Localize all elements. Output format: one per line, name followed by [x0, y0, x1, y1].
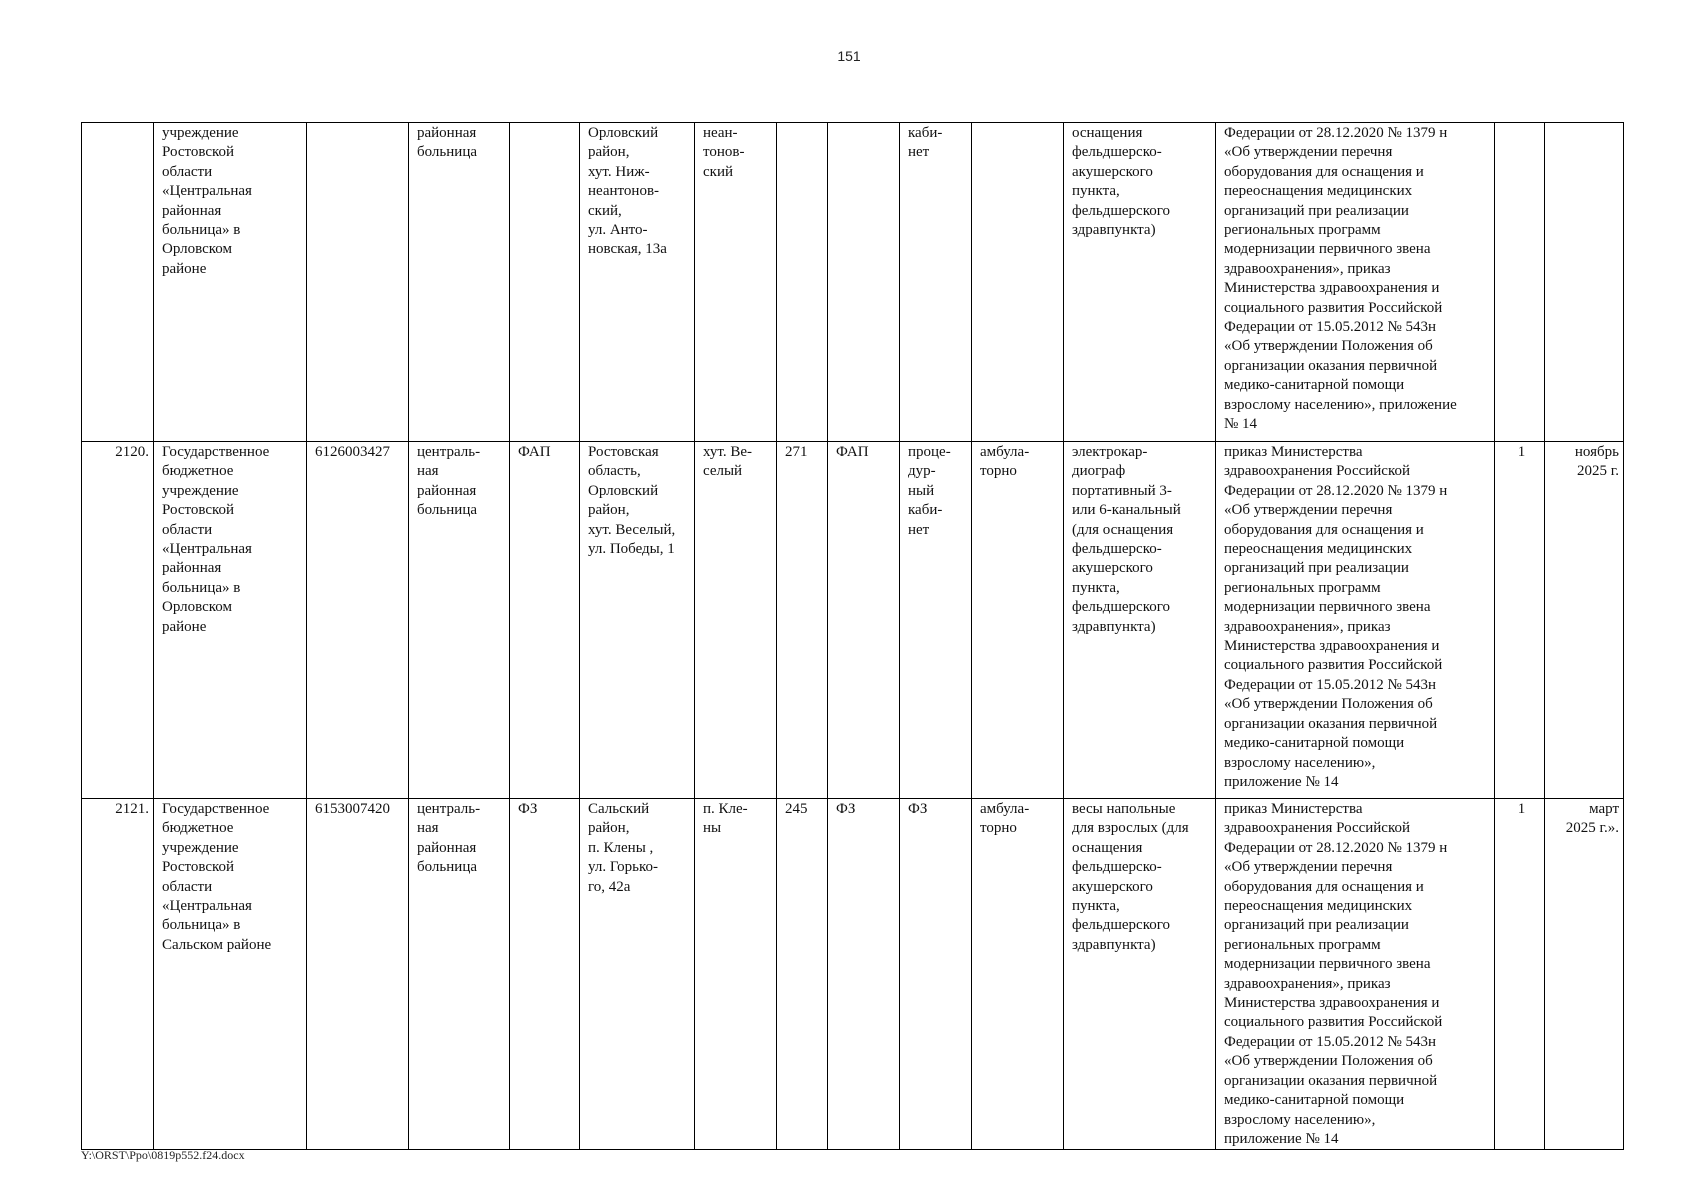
unit-kind-cell: ФАП	[828, 442, 900, 799]
equipment-cell: оснащения фельдшерско- акушерского пункта, фельдшерского здравпункта)	[1064, 123, 1216, 442]
unit-cell	[510, 123, 580, 442]
equipment-cell: электрокар- диограф портативный 3- или 6-канальный (для оснащения фельдшерско- акушерского пункта, фельдшерского здравпункта)	[1064, 442, 1216, 799]
institution-type-cell: районная больница	[409, 123, 510, 442]
legal-basis-cell: приказ Министерства здравоохранения Российской Федерации от 28.12.2020 № 1379 н «Об утверждении перечня оборудования для оснащения и переоснащения медицинских организаций при реализации региональных программ модернизации первичного звена здравоохранения», приказ Министерства здравоохранения и социального развития Российской Федерации от 15.05.2012 № 543н «Об утверждении Положения об организации оказания первичной медико-санитарной помощи взрослому населению», приложение № 14	[1216, 442, 1495, 799]
row-number-cell	[82, 123, 154, 442]
room-cell: ФЗ	[900, 799, 972, 1150]
table-row	[82, 442, 1624, 799]
institution-cell: Государственное бюджетное учреждение Ростовской области «Центральная больница» в Сальском районе	[154, 799, 307, 1150]
legal-basis-cell: Федерации от 28.12.2020 № 1379 н «Об утверждении перечня оборудования для оснащения и переоснащения медицинских организаций при реализации региональных программ модернизации первичного звена здравоохранения», приказ Министерства здравоохранения и социального развития Российской Федерации от 15.05.2012 № 543н «Об утверждении Положения об организации оказания первичной медико-санитарной помощи взрослому населению», приложение № 14	[1216, 123, 1495, 442]
address-cell: Ростовская область, Орловский район, хут. Веселый, ул. Победы, 1	[580, 442, 695, 799]
unit-kind-cell: ФЗ	[828, 799, 900, 1150]
locality-cell: п. Кле- ны	[695, 799, 777, 1150]
row-number-cell: 2120.	[82, 442, 154, 799]
care-mode-cell: амбула- торно	[972, 442, 1064, 799]
delivery-date-cell: март 2025 г.».	[1545, 799, 1624, 1150]
legal-basis-cell: приказ Министерства здравоохранения Российской Федерации от 28.12.2020 № 1379 н «Об утверждении перечня оборудования для оснащения и переоснащения медицинских организаций при реализации региональных программ модернизации первичного звена здравоохранения», приказ Министерства здравоохранения и социального развития Российской Федерации от 15.05.2012 № 543н «Об утверждении Положения об организации оказания первичной медико-санитарной помощи взрослому населению», приложение № 14	[1216, 799, 1495, 1150]
locality-cell: хут. Ве- селый	[695, 442, 777, 799]
room-cell: каби- нет	[900, 123, 972, 442]
inn-cell: 6153007420	[307, 799, 409, 1150]
equipment-registry-table	[81, 122, 1624, 1150]
population-cell: 245	[777, 799, 828, 1150]
row-number-cell: 2121.	[82, 799, 154, 1150]
delivery-date-cell: ноябрь 2025 г.	[1545, 442, 1624, 799]
unit-cell: ФАП	[510, 442, 580, 799]
care-mode-cell: амбула- торно	[972, 799, 1064, 1150]
document-file-path: Y:\ORST\Ppo\0819p552.f24.docx	[81, 1148, 245, 1162]
inn-cell: 6126003427	[307, 442, 409, 799]
care-mode-cell	[972, 123, 1064, 442]
institution-cell: учреждение Ростовской области «Центральная районная больница» в Орловском районе	[154, 123, 307, 442]
quantity-cell: 1	[1495, 442, 1545, 799]
equipment-cell: весы напольные для взрослых (для оснащения фельдшерско- акушерского пункта, фельдшерского здравпункта)	[1064, 799, 1216, 1150]
locality-cell: неан- тонов- ский	[695, 123, 777, 442]
population-cell	[777, 123, 828, 442]
institution-cell: Государственное бюджетное учреждение Ростовской области «Центральная районная больница» в Орловском районе	[154, 442, 307, 799]
table-row	[82, 123, 1624, 442]
institution-type-cell: централь- ная районная больница	[409, 799, 510, 1150]
address-cell: Орловский район, хут. Ниж- неантонов- ский, ул. Анто- новская, 13а	[580, 123, 695, 442]
inn-cell	[307, 123, 409, 442]
quantity-cell: 1	[1495, 799, 1545, 1150]
institution-type-cell: централь- ная районная больница	[409, 442, 510, 799]
quantity-cell	[1495, 123, 1545, 442]
unit-kind-cell	[828, 123, 900, 442]
address-cell: Сальский район, п. Клены , ул. Горько- го, 42а	[580, 799, 695, 1150]
room-cell: проце- дур- ный каби- нет	[900, 442, 972, 799]
population-cell: 271	[777, 442, 828, 799]
delivery-date-cell	[1545, 123, 1624, 442]
table-row	[82, 799, 1624, 1150]
unit-cell: ФЗ	[510, 799, 580, 1150]
page-number: 151	[837, 48, 861, 64]
